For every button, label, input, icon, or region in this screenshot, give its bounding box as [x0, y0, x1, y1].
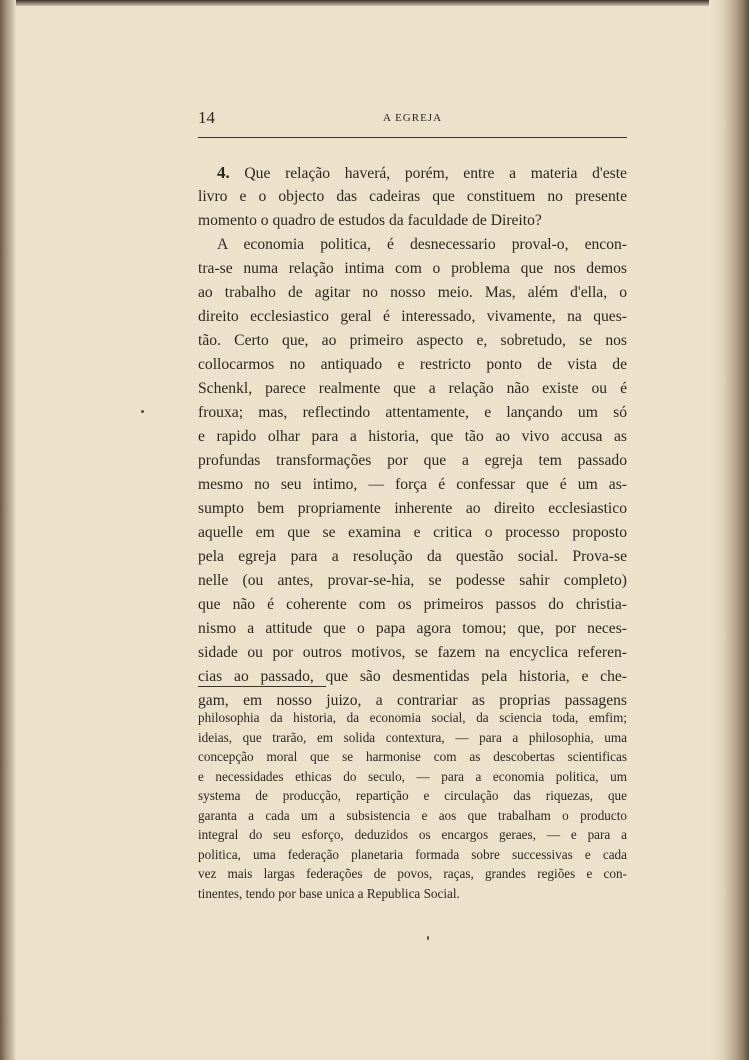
page-number: 14 [198, 108, 215, 127]
text-line: mesmo no seu intimo, — força é confessar que é um as- [198, 476, 627, 493]
text-line: aquelle em que se examina e critica o processo proposto [198, 524, 627, 541]
text-line: nismo a attitude que o papa agora tomou; que, por neces- [198, 620, 627, 637]
main-text [198, 161, 627, 713]
footnote-line: integral do seu esforço, deduzidos os encargos geraes, — e para a [198, 827, 627, 842]
text-line: nelle (ou antes, provar-se-hia, se podesse sahir completo) [198, 572, 627, 589]
text-line: frouxa; mas, reflectindo attentamente, e lançando um só [198, 404, 627, 421]
footnote-line: tinentes, tendo por base unica a Republica Social. [198, 885, 460, 901]
text-line: 4. Que relação haverá, porém, entre a materia d'este [217, 163, 627, 182]
text-line: sidade ou por outros motivos, se fazem na encyclica referen- [198, 644, 627, 661]
text-line: cias ao passado, que são desmentidas pela historia, e che- [198, 668, 627, 685]
header-rule [198, 137, 627, 138]
text-line: collocarmos no antiquado e restricto ponto de vista de [198, 356, 627, 373]
text-line: tra-se numa relação intima com o problema que nos demos [198, 260, 627, 277]
text-line: ao trabalho de agitar no nosso meio. Mas, além d'ella, o [198, 284, 627, 301]
ink-speck [141, 410, 144, 413]
text-line: Schenkl, parece realmente que a relação não existe ou é [198, 380, 627, 397]
footnote-rule [198, 686, 326, 687]
footnote-line: politica, uma federação planetaria formada sobre successivas e cada [198, 846, 627, 862]
footnote-line: concepção moral que se harmonise com as descobertas scientificas [198, 749, 627, 764]
footnote-line: vez mais largas federações de povos, raças, grandes regiões e con- [198, 866, 627, 881]
text-line: que não é coherente com os primeiros passos do christia- [198, 596, 627, 613]
text-line: livro e o objecto das cadeiras que constituem no presente [198, 188, 627, 205]
footnote-line: ideias, que trarão, em solida contextura, — para a philosophia, uma [198, 729, 627, 745]
footnote-line: garanta a cada um a subsistencia e aos que trabalham o producto [198, 807, 627, 823]
footnote-line: e necessidades ethicas do seculo, — para a economia politica, um [198, 768, 627, 784]
text-line: momento o quadro de estudos da faculdade de Direito? [198, 212, 542, 229]
text-line: tão. Certo que, ao primeiro aspecto e, sobretudo, se nos [198, 332, 627, 349]
footnote-line: philosophia da historia, da economia social, da sciencia toda, emfim; [198, 710, 627, 725]
text-line: pela egreja para a resolução da questão social. Prova-se [198, 548, 627, 565]
footnote-line: systema de producção, repartição e circulação das riquezas, que [198, 788, 627, 803]
text-line: gam, em nosso juizo, a contrariar as proprias passagens [198, 692, 627, 709]
text-line: profundas transformações por que a egreja tem passado [198, 452, 627, 469]
running-title: A EGREJA [382, 112, 443, 124]
footnote [198, 708, 627, 903]
text-line: sumpto bem propriamente inherente ao direito ecclesiastico [198, 500, 627, 517]
text-line: A economia politica, é desnecessario proval-o, encon- [217, 236, 627, 253]
text-line: direito ecclesiastico geral é interessado, vivamente, na ques- [198, 308, 627, 325]
running-head [198, 108, 627, 132]
text-line: e rapido olhar para a historia, que tão ao vivo accusa as [198, 428, 627, 445]
section-number: 4. [217, 163, 230, 182]
ink-speck [427, 936, 429, 940]
